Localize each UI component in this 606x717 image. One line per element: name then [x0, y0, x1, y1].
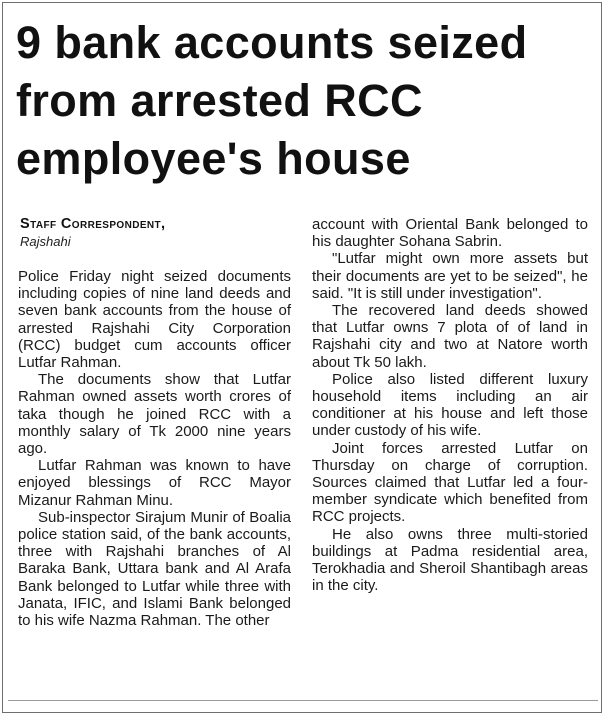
bottom-rule	[8, 700, 598, 701]
article-paragraph: Police Friday night seized documents including copies of nine land deeds and seven bank accounts from the house of arrested Rajshahi City Corporation (RCC) budget cum accounts officer Lutfar Rahman.	[18, 268, 291, 372]
headline-line: employee's house	[16, 133, 411, 184]
article-paragraph: Police also listed different luxury household items including an air conditioner at his house and left those under custody of his wife.	[312, 370, 588, 440]
article-paragraph: Joint forces arrested Lutfar on Thursday on charge of corruption. Sources claimed that Lutfar led a four-member syndicate which benefited from RCC projects.	[312, 439, 588, 526]
article-paragraph: "Lutfar might own more assets but their documents are yet to be seized", he said. "It is still under investigation".	[312, 250, 588, 302]
dateline: Rajshahi	[20, 234, 71, 249]
headline	[16, 14, 601, 188]
article-paragraph: Lutfar Rahman was known to have enjoyed blessings of RCC Mayor Mizanur Rahman Minu.	[18, 457, 291, 509]
headline-line: 9 bank accounts seized	[16, 17, 528, 68]
article-paragraph: The recovered land deeds showed that Lutfar owns 7 plota of of land in Rajshahi city and two at Natore worth about Tk 50 lakh.	[312, 302, 588, 371]
article-paragraph: account with Oriental Bank belonged to his daughter Sohana Sabrin.	[312, 216, 588, 251]
byline: Staff Correspondent,	[20, 216, 166, 232]
article-paragraph: He also owns three multi-storied buildings at Padma residential area, Terokhadia and Sheroil Shantibagh areas in the city.	[312, 525, 588, 595]
article-column-left	[18, 268, 291, 629]
byline-block	[20, 216, 300, 251]
article-paragraph: The documents show that Lutfar Rahman owned assets worth crores of taka though he joined RCC with a monthly salary of Tk 2000 nine years ago.	[18, 371, 291, 458]
article-paragraph: Sub-inspector Sirajum Munir of Boalia police station said, of the bank accounts, three with Rajshahi branches of Al Baraka Bank, Uttara bank and Al Arafa Bank belonged to Lutfar while three with Janata, IFIC, and Islami Bank belonged to his wife Nazma Rahman. The other	[18, 508, 291, 630]
article-column-right	[312, 216, 588, 594]
headline-line: from arrested RCC	[16, 75, 423, 126]
